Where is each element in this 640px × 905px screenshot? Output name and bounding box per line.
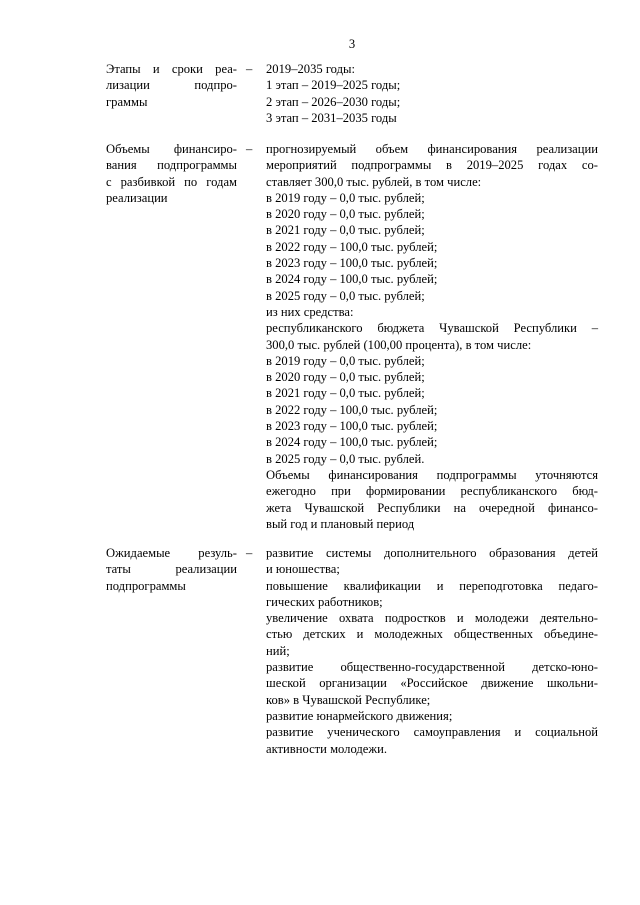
content-line: в 2022 году – 100,0 тыс. рублей; (266, 402, 438, 417)
row-label-results (106, 545, 237, 594)
row-dash: – (246, 546, 253, 560)
label-line: вания подпрограммы (106, 158, 237, 173)
content-line: в 2025 году – 0,0 тыс. рублей; (266, 288, 425, 303)
row-content-stages (266, 61, 598, 126)
row-dash: – (246, 62, 253, 76)
content-line: ков» в Чувашской Республике; (266, 692, 431, 707)
content-line: в 2025 году – 0,0 тыс. рублей. (266, 451, 425, 466)
content-line: в 2023 году – 100,0 тыс. рублей; (266, 419, 438, 434)
content-line: в 2019 году – 0,0 тыс. рублей; (266, 353, 425, 368)
content-line: активности молодежи. (266, 741, 387, 756)
content-line: ний; (266, 643, 290, 658)
label-line: граммы (106, 94, 148, 109)
content-line: Объемы финансирования подпрограммы уточняются (266, 467, 598, 482)
content-line: в 2024 году – 100,0 тыс. рублей; (266, 272, 438, 287)
content-line: мероприятий подпрограммы в 2019–2025 годах со- (266, 158, 598, 173)
content-line: развитие ученического самоуправления и социальной (266, 725, 598, 740)
content-line: 300,0 тыс. рублей (100,00 процента), в том числе: (266, 337, 532, 352)
label-line: Объемы финансиро- (106, 142, 237, 156)
page-number: 3 (348, 37, 356, 51)
content-line: шеской организации «Российское движение школьни- (266, 676, 598, 691)
label-line: таты реализации (106, 562, 237, 577)
label-line: Этапы и сроки реа- (106, 62, 237, 76)
content-line: в 2024 году – 100,0 тыс. рублей; (266, 435, 438, 450)
content-line: в 2023 году – 100,0 тыс. рублей; (266, 256, 438, 271)
content-line: ежегодно при формировании республиканского бюд- (266, 484, 598, 499)
content-line: в 2019 году – 0,0 тыс. рублей; (266, 190, 425, 205)
content-line: 1 этап – 2019–2025 годы; (266, 78, 401, 93)
content-line: 3 этап – 2031–2035 годы (266, 110, 397, 125)
content-line: развитие системы дополнительного образования детей (266, 546, 598, 560)
row-label-funding (106, 141, 237, 206)
content-line: прогнозируемый объем финансирования реализации (266, 142, 598, 156)
content-line: из них средства: (266, 304, 354, 319)
content-line: и юношества; (266, 562, 340, 577)
content-line: развитие общественно-государственной детско-юно- (266, 660, 598, 675)
content-line: стью детских и молодежных общественных объедине- (266, 627, 598, 642)
content-line: увеличение охвата подростков и молодежи деятельно- (266, 611, 598, 626)
label-line: подпрограммы (106, 578, 186, 593)
row-content-funding (266, 141, 598, 532)
content-line: гических работников; (266, 594, 383, 609)
label-line: реализации (106, 190, 168, 205)
content-line: в 2021 году – 0,0 тыс. рублей; (266, 386, 425, 401)
content-line: в 2021 году – 0,0 тыс. рублей; (266, 223, 425, 238)
content-line: в 2022 году – 100,0 тыс. рублей; (266, 239, 438, 254)
row-label-stages (106, 61, 237, 110)
content-line: в 2020 году – 0,0 тыс. рублей; (266, 370, 425, 385)
label-line: Ожидаемые резуль- (106, 546, 237, 560)
content-line: 2 этап – 2026–2030 годы; (266, 94, 401, 109)
content-line: ставляет 300,0 тыс. рублей, в том числе: (266, 174, 482, 189)
label-line: лизации подпро- (106, 78, 237, 93)
label-line: с разбивкой по годам (106, 174, 237, 189)
content-line: 2019–2035 годы: (266, 62, 355, 76)
row-dash: – (246, 142, 253, 156)
content-line: в 2020 году – 0,0 тыс. рублей; (266, 207, 425, 222)
content-line: жета Чувашской Республики на очередной финансо- (266, 500, 598, 515)
row-content-results (266, 545, 598, 757)
content-line: повышение квалификации и переподготовка педаго- (266, 578, 598, 593)
content-line: вый год и плановый период (266, 516, 415, 531)
content-line: развитие юнармейского движения; (266, 708, 453, 723)
content-line: республиканского бюджета Чувашской Республики – (266, 321, 598, 336)
